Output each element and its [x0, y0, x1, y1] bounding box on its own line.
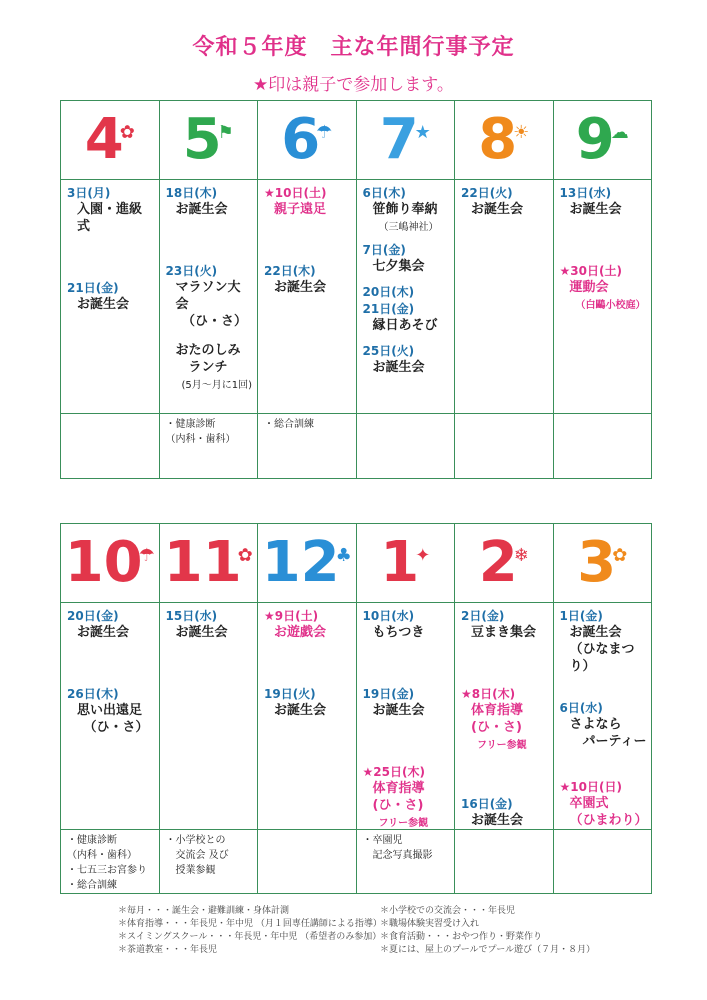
event-item [455, 180, 553, 218]
event-date: 2日(金) [461, 609, 505, 623]
month-events-1 [356, 603, 455, 830]
month-notes-11 [159, 830, 258, 894]
page-subtitle: ★印は親子で参加します。 [253, 75, 454, 95]
month-header-6 [258, 101, 357, 180]
month-illustration-icon: ✿ [119, 122, 135, 143]
footer-line: ＊食育活動・・・おやつ作り・野菜作り [380, 932, 543, 942]
event-name: お誕生会 [274, 280, 327, 295]
event-item [61, 180, 159, 235]
event-item [258, 681, 356, 719]
event-name: さよなら パーティー [569, 717, 647, 749]
month-notes-1 [356, 830, 455, 894]
event-item [160, 603, 258, 641]
month-note-text: ・総合訓練 [264, 419, 314, 430]
footer-line: ＊体育指導・・・年長児・年中児 （月１回専任講師による指導） [118, 919, 382, 929]
event-date: 13日(水) [559, 186, 612, 200]
event-date: 19日(火) [264, 687, 316, 701]
event-name: お誕生会 [175, 625, 228, 640]
month-illustration-icon: ❄ [513, 545, 529, 566]
month-notes-7 [356, 414, 455, 479]
event-item [554, 603, 652, 675]
month-notes-12 [258, 830, 357, 894]
event-item [357, 180, 455, 233]
footer-line: ＊茶道教室・・・年長児 [118, 945, 218, 955]
month-number: 9 [575, 107, 615, 172]
month-number: 3 [577, 530, 617, 595]
event-name: おたのしみ ランチ [175, 343, 241, 375]
event-item [258, 180, 356, 218]
month-number: 10 [64, 530, 143, 595]
event-name: 親子遠足 [274, 202, 327, 217]
event-date: 21日(金) [67, 281, 119, 295]
month-events-2 [455, 603, 554, 830]
event-item [357, 759, 455, 829]
event-item [357, 603, 455, 641]
event-item [554, 774, 652, 829]
footer-right [380, 905, 595, 957]
event-name: お誕生会 [569, 202, 622, 217]
month-header-5 [159, 101, 258, 180]
month-header-7 [356, 101, 455, 180]
event-item [160, 180, 258, 218]
event-item [357, 681, 455, 719]
event-item [554, 258, 652, 311]
month-header-8 [455, 101, 554, 180]
event-date: 23日(火) [165, 264, 218, 278]
month-illustration-icon: ✿ [237, 545, 253, 566]
event-date: 16日(金) [461, 797, 513, 811]
month-notes-5 [159, 414, 258, 479]
event-name: マラソン大会 （ひ・さ） [175, 280, 248, 329]
month-header-1 [356, 524, 455, 603]
event-name: 七夕集会 [372, 259, 425, 274]
month-illustration-icon: ✿ [612, 545, 628, 566]
event-item [357, 338, 455, 376]
event-name: 卒園式 （ひまわり） [569, 796, 648, 828]
month-header-4 [61, 101, 160, 180]
event-date: 25日(火) [362, 344, 415, 358]
month-notes-2 [455, 830, 554, 894]
event-date: 26日(木) [67, 687, 119, 701]
month-number: 12 [261, 530, 340, 595]
event-date: 6日(水) [559, 701, 603, 715]
calendar-first-half [60, 100, 652, 479]
footer-left [118, 905, 382, 957]
month-number: 6 [281, 107, 321, 172]
month-events-9 [553, 180, 652, 414]
event-item [258, 603, 356, 641]
event-name: お誕生会 [471, 202, 524, 217]
event-item [357, 279, 455, 334]
event-date: ★30日(土) [559, 264, 622, 278]
event-date: ★25日(木) [362, 765, 425, 779]
footer-line: ＊小学校での交流会・・・年長児 [380, 906, 516, 916]
month-notes-3 [553, 830, 652, 894]
month-events-8 [455, 180, 554, 414]
month-number: 5 [182, 107, 222, 172]
month-notes-6 [258, 414, 357, 479]
month-header-12 [258, 524, 357, 603]
month-note-text: ・健康診断 （内科・歯科） ・七五三お宮参り ・総合訓練 [67, 835, 147, 891]
month-events-6 [258, 180, 357, 414]
event-item [554, 180, 652, 218]
footer-line: ＊スイミングスクール・・・年長児・年中児 （希望者のみ参加） [118, 932, 382, 942]
event-name: もちつき [372, 625, 425, 640]
event-name: お誕生会 [372, 703, 425, 718]
event-name: 思い出遠足 （ひ・さ） [77, 703, 149, 735]
month-notes-4 [61, 414, 160, 479]
event-date: 6日(木) [362, 186, 406, 200]
month-note-text: ・健康診断 （内科・歯科） [165, 419, 236, 445]
event-date: 19日(金) [362, 687, 415, 701]
month-header-2 [455, 524, 554, 603]
month-note-text: ・卒園児 記念写真撮影 [362, 835, 433, 861]
month-number: 1 [380, 530, 420, 595]
month-events-11 [159, 603, 258, 830]
month-illustration-icon: ☀ [513, 122, 530, 143]
event-date: ★9日(土) [264, 609, 319, 623]
event-date: ★10日(土) [264, 186, 327, 200]
month-events-3 [553, 603, 652, 830]
month-events-5 [159, 180, 258, 414]
event-note: （三嶋神社） [378, 222, 439, 233]
month-header-3 [553, 524, 652, 603]
footer-line: ＊夏には、屋上のプールでプール遊び（７月・８月） [380, 945, 596, 955]
event-date: 10日(水) [362, 609, 415, 623]
event-name: お誕生会 [274, 703, 327, 718]
month-note-text: ・小学校との 交流会 及び 授業参観 [165, 835, 229, 876]
event-name: 豆まき集会 [471, 625, 537, 640]
event-date: 7日(金) [362, 243, 406, 257]
month-notes-8 [455, 414, 554, 479]
event-name: 運動会 [569, 280, 609, 295]
event-item [160, 338, 258, 391]
page-title: 令和５年度 主な年間行事予定 [192, 35, 515, 60]
month-illustration-icon: ♣ [335, 545, 352, 566]
month-illustration-icon: ✦ [415, 545, 431, 566]
event-note: フリー参観 [477, 740, 527, 751]
event-date: ★10日(日) [559, 780, 622, 794]
month-events-4 [61, 180, 160, 414]
footer-line: ＊職場体験実習受け入れ [380, 919, 480, 929]
month-illustration-icon: ☂ [316, 122, 333, 143]
event-name: お誕生会 [77, 297, 130, 312]
month-header-9 [553, 101, 652, 180]
event-note: （白鷗小校庭） [575, 300, 646, 311]
event-name: 体育指導(ひ・さ) [372, 781, 425, 813]
event-name: お誕生会 [77, 625, 130, 640]
event-name: お誕生会 [471, 813, 524, 828]
event-name: 縁日あそび [372, 318, 438, 333]
event-date: 20日(金) [67, 609, 119, 623]
event-item [61, 681, 159, 736]
event-item [61, 603, 159, 641]
event-date: 22日(木) [264, 264, 316, 278]
month-illustration-icon: ☁ [610, 122, 629, 143]
event-name: お遊戯会 [274, 625, 327, 640]
event-date: 20日(木) 21日(金) [362, 285, 415, 316]
footer-line: ＊毎月・・・誕生会・避難訓練・身体計測 [118, 906, 290, 916]
month-events-10 [61, 603, 160, 830]
event-date: ★8日(木) [461, 687, 516, 701]
event-item [258, 258, 356, 296]
event-name: 体育指導(ひ・さ) [471, 703, 524, 735]
event-date: 1日(金) [559, 609, 603, 623]
event-date: 22日(火) [461, 186, 513, 200]
month-notes-9 [553, 414, 652, 479]
month-header-10 [61, 524, 160, 603]
event-date: 3日(月) [67, 186, 111, 200]
event-item [455, 603, 553, 641]
event-name: お誕生会 [372, 360, 425, 375]
month-events-12 [258, 603, 357, 830]
month-illustration-icon: ☂ [138, 545, 155, 566]
month-number: 11 [163, 530, 242, 595]
event-name: お誕生会 [175, 202, 228, 217]
month-number: 7 [379, 107, 419, 172]
event-item [61, 275, 159, 313]
event-name: 笹飾り奉納 [372, 202, 438, 217]
event-name: お誕生会 （ひなまつり） [569, 625, 635, 674]
event-note: (5月～月に1回) [181, 380, 253, 391]
month-number: 8 [478, 107, 518, 172]
month-notes-10 [61, 830, 160, 894]
event-note: フリー参観 [378, 818, 429, 829]
month-illustration-icon: ⚑ [217, 122, 234, 143]
month-events-7 [356, 180, 455, 414]
event-item [160, 258, 258, 330]
event-item [554, 695, 652, 750]
month-illustration-icon: ★ [414, 122, 431, 143]
month-number: 4 [84, 107, 124, 172]
month-header-11 [159, 524, 258, 603]
event-date: 15日(水) [165, 609, 218, 623]
event-name: 入園・進級式 [77, 202, 143, 234]
event-item [357, 237, 455, 275]
event-date: 18日(木) [165, 186, 218, 200]
event-item [455, 681, 553, 751]
month-number: 2 [478, 530, 518, 595]
event-item [455, 791, 553, 829]
calendar-second-half [60, 523, 652, 894]
